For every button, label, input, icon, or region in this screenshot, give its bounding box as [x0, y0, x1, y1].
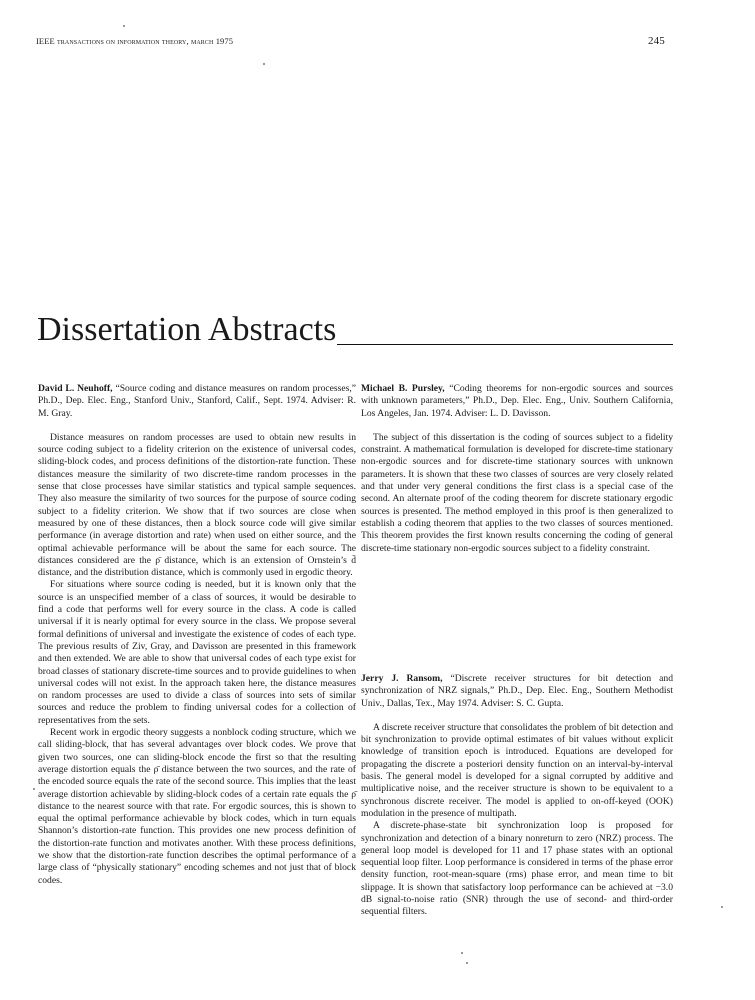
- title-rule: [337, 344, 673, 345]
- entry-author: Michael B. Pursley,: [361, 383, 445, 394]
- scan-speck: [33, 788, 35, 790]
- abstract-paragraph: Recent work in ergodic theory suggests a nonblock coding structure, which we call sliding-block, that has several advantages over block codes. We prove that given two sources, one can sliding-block encode the first so that the resulting average distortion equals the ρ̄ distance between the two sources, and the rate of the encoded source equals the rate of the second source. This implies that the least average distortion achievable by sliding-block codes of a certain rate equals the ρ̄ distance to the nearest source with that rate. For ergodic sources, this is shown to equal the optimal performance achievable by block codes, which in turn equals Shannon’s distortion-rate function. This provides one new process definition of the distortion-rate function and motivates another. With these process definitions, we show that the distortion-rate function describes the optimal performance of a large class of “physically stationary” encoding schemes and not just that of block codes.: [38, 727, 356, 886]
- entry-ransom: [361, 673, 673, 919]
- entry-citation: “Source coding and distance measures on random processes,” Ph.D., Dep. Elec. Eng., Stanford Univ., Stanford, Calif., Sept. 1974. Adviser: R. M. Gray.: [38, 383, 357, 419]
- scan-speck: [461, 952, 463, 954]
- entry-header: [361, 383, 673, 420]
- abstract-paragraph: Distance measures on random processes are used to obtain new results in source coding subject to a fidelity criterion on the existence of universal codes, sliding-block codes, and process definitions of the distortion-rate function. These distances measure the similarity of two discrete-time random processes in the sense that close processes have similar statistics and typical sample sequences. They also measure the similarity of two sources for the purpose of source coding subject to a fidelity criterion. We show that if two sources are close when measured by one of these distances, then a block source code will give similar performance (in average distortion and rate) when used on either source, and the optimal achievable performance will be about the same for each source. The distances considered are the ρ̄ distance, which is an extension of Ornstein’s d̄ distance, and the distribution distance, which is commonly used in ergodic theory.: [38, 431, 356, 579]
- entry-author: David L. Neuhoff,: [38, 383, 113, 394]
- entry-citation: “Discrete receiver structures for bit detection and synchronization of NRZ signals,” Ph.D., Dep. Elec. Eng., Southern Methodist Univ., Dallas, Tex., May 1974. Adviser: S. C. Gupta.: [361, 673, 673, 709]
- journal-title-caps: transactions on information theory, march: [57, 36, 214, 46]
- entry-author: Jerry J. Ransom,: [361, 673, 443, 684]
- entry-neuhoff: [38, 383, 356, 887]
- entry-header: [38, 383, 356, 420]
- scan-speck: [466, 962, 468, 964]
- scan-speck: [263, 63, 265, 65]
- entry-pursley: [361, 383, 673, 555]
- page-number: 245: [648, 35, 665, 47]
- journal-prefix: IEEE: [36, 36, 55, 46]
- abstract-paragraph: A discrete receiver structure that consolidates the problem of bit detection and bit synchronization to provide optimal estimates of bit values without explicit knowledge of transition epoch is introduced. Equations are developed for propagating the discrete a posteriori density function on an interval-by-interval basis. The general model is developed for a signal corrupted by additive and multiplicative noise, and the receiver structure is shown to be equivalent to a synchronous discrete receiver. The model is applied to on-off-keyed (OOK) modulation in the presence of multipath.: [361, 721, 673, 819]
- scan-speck: [721, 906, 723, 908]
- journal-name: [36, 36, 233, 46]
- section-title: [37, 310, 673, 350]
- section-title-text: Dissertation Abstracts: [37, 311, 337, 348]
- entry-header: [361, 673, 673, 710]
- journal-year: 1975: [215, 36, 234, 46]
- scan-speck: [123, 25, 125, 27]
- abstract-paragraph: The subject of this dissertation is the coding of sources subject to a fidelity constraint. A mathematical formulation is developed for discrete-time stationary non-ergodic sources and for discrete-time stationary sources with unknown parameters. It is shown that these two classes of sources are very closely related and that under very general conditions the first class is a special case of the second. An alternate proof of the coding theorem for discrete stationary ergodic sources is presented. The method employed in this proof is then generalized to establish a coding theorem that applies to the two classes of sources mentioned. This theorem provides the first known results concerning the coding of general discrete-time stationary non-ergodic sources subject to a fidelity constraint.: [361, 431, 673, 554]
- entry-citation: “Coding theorems for non-ergodic sources and sources with unknown parameters,” Ph.D., Dep. Elec. Eng., Univ. Southern California, Los Angeles, Jan. 1974. Adviser: L. D. Davisson.: [361, 383, 674, 419]
- abstract-paragraph: A discrete-phase-state bit synchronization loop is proposed for synchronization and detection of a binary nonreturn to zero (NRZ) process. The general loop model is developed for 11 and 17 phase states with an optional sequential loop filter. Loop performance is considered in terms of the phase error density function, root-mean-square (rms) phase error, and mean time to bit slippage. It is shown that satisfactory loop performance can be achieved at −3.0 dB signal-to-noise ratio (SNR) through the use of second- and third-order sequential filters.: [361, 820, 673, 918]
- abstract-paragraph: For situations where source coding is needed, but it is known only that the source is an unspecified member of a class of sources, it would be desirable to find a code that performs well for every source in the class. A code is called universal if it is nearly optimal for every source in the class. We propose several formal definitions of universal and investigate the existence of codes of each type. The previous results of Ziv, Gray, and Davisson are presented in this framework and then extended. We are able to show that universal codes of each type exist for broad classes of stationary discrete-time sources and to provide guidelines to when universal codes will not exist. In the approach taken here, the distance measures on random processes are used to divide a class of sources into sets of similar sources and reduce the problem to finding universal codes for a collection of representatives from the sets.: [38, 579, 356, 726]
